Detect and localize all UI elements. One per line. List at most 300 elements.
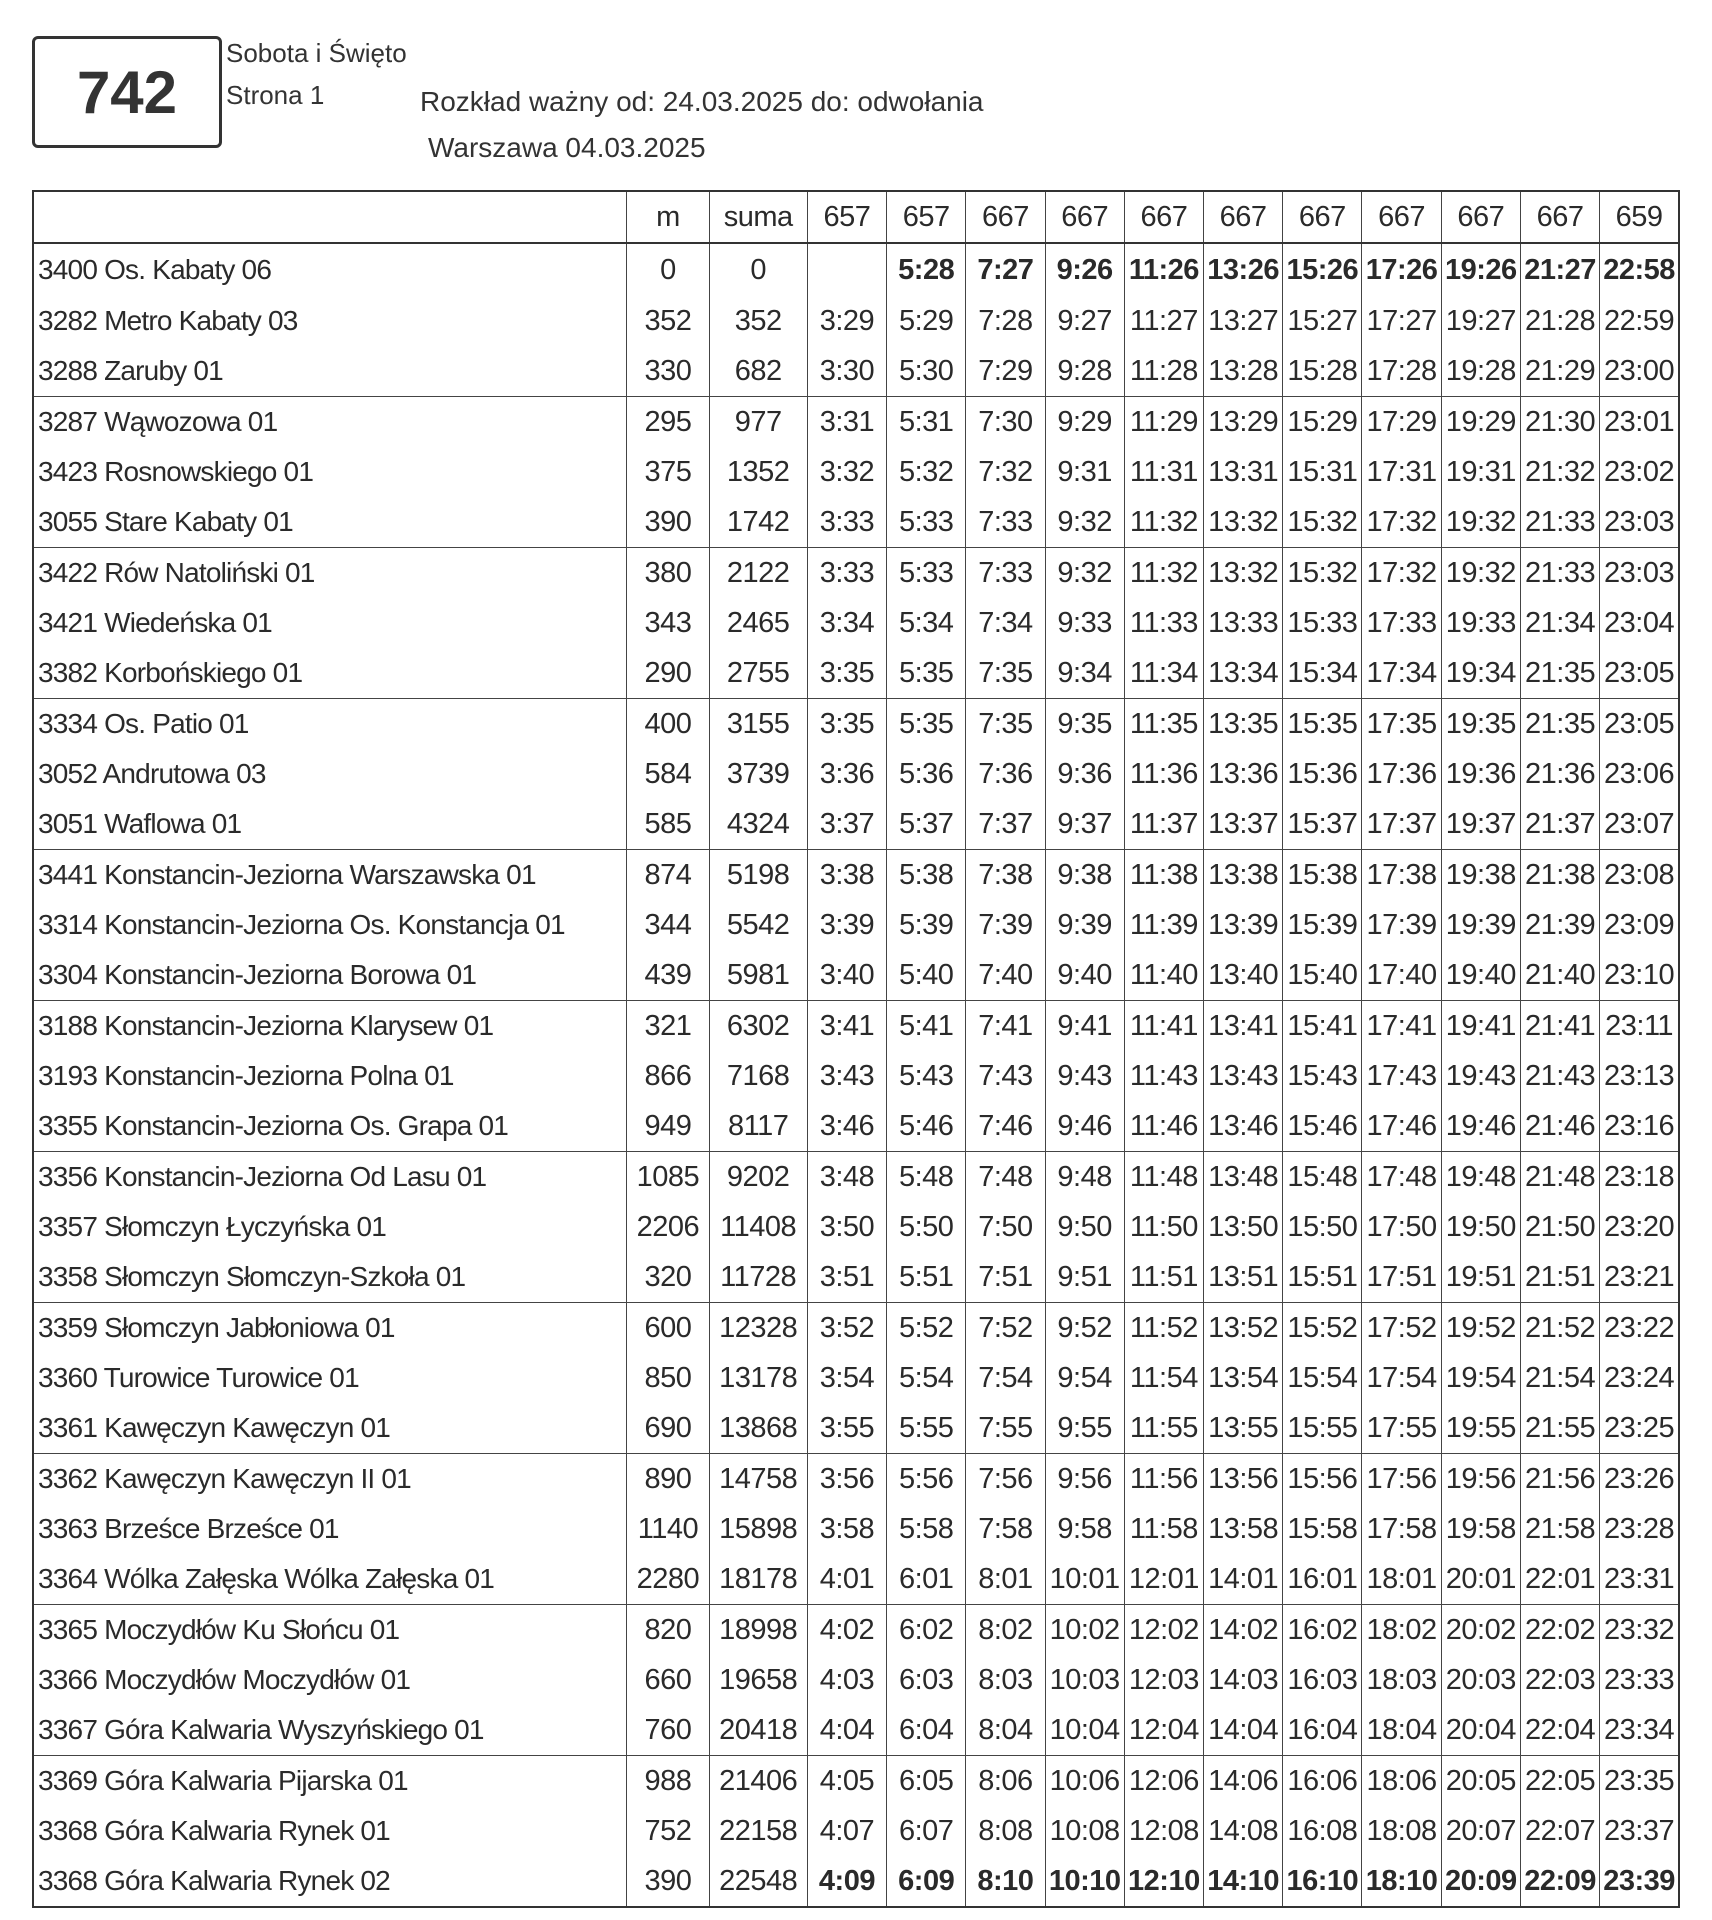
departure-time-cell: 6:04	[887, 1705, 966, 1756]
departure-time-cell: 9:54	[1045, 1353, 1124, 1403]
departure-time-cell: 13:52	[1204, 1303, 1283, 1354]
departure-time-cell: 15:35	[1283, 699, 1362, 750]
header-cell: 667	[966, 191, 1045, 243]
departure-time-cell: 16:06	[1283, 1756, 1362, 1807]
departure-time-cell: 19:35	[1441, 699, 1520, 750]
departure-time-cell: 23:09	[1600, 900, 1679, 950]
departure-time-cell: 7:39	[966, 900, 1045, 950]
stop-name-cell: 3052 Andrutowa 03	[33, 749, 627, 799]
departure-time-cell: 19:32	[1441, 548, 1520, 599]
departure-time-cell: 23:04	[1600, 598, 1679, 648]
stop-name-cell: 3382 Korbońskiego 01	[33, 648, 627, 699]
departure-time-cell	[807, 243, 886, 296]
departure-time-cell: 11:55	[1124, 1403, 1203, 1454]
departure-time-cell: 19:55	[1441, 1403, 1520, 1454]
departure-time-cell: 9:36	[1045, 749, 1124, 799]
cumulative-distance-cell: 13178	[709, 1353, 807, 1403]
departure-time-cell: 3:33	[807, 548, 886, 599]
departure-time-cell: 21:28	[1520, 296, 1599, 346]
header-cell: 667	[1124, 191, 1203, 243]
departure-time-cell: 19:41	[1441, 1001, 1520, 1052]
stop-name-cell: 3051 Waflowa 01	[33, 799, 627, 850]
departure-time-cell: 5:38	[887, 850, 966, 901]
departure-time-cell: 17:58	[1362, 1504, 1441, 1554]
departure-time-cell: 11:36	[1124, 749, 1203, 799]
cumulative-distance-cell: 2465	[709, 598, 807, 648]
departure-time-cell: 3:32	[807, 447, 886, 497]
departure-time-cell: 17:34	[1362, 648, 1441, 699]
departure-time-cell: 15:31	[1283, 447, 1362, 497]
departure-time-cell: 9:58	[1045, 1504, 1124, 1554]
departure-time-cell: 7:36	[966, 749, 1045, 799]
departure-time-cell: 10:10	[1045, 1856, 1124, 1907]
departure-time-cell: 11:52	[1124, 1303, 1203, 1354]
departure-time-cell: 23:31	[1600, 1554, 1679, 1605]
table-row	[33, 950, 1679, 1001]
departure-time-cell: 23:26	[1600, 1454, 1679, 1505]
departure-time-cell: 21:56	[1520, 1454, 1599, 1505]
departure-time-cell: 3:50	[807, 1202, 886, 1252]
table-row	[33, 749, 1679, 799]
table-row	[33, 1001, 1679, 1052]
departure-time-cell: 18:08	[1362, 1806, 1441, 1856]
departure-time-cell: 7:46	[966, 1101, 1045, 1152]
departure-time-cell: 12:08	[1124, 1806, 1203, 1856]
departure-time-cell: 16:01	[1283, 1554, 1362, 1605]
table-row	[33, 1705, 1679, 1756]
departure-time-cell: 21:58	[1520, 1504, 1599, 1554]
departure-time-cell: 3:36	[807, 749, 886, 799]
departure-time-cell: 9:38	[1045, 850, 1124, 901]
table-row	[33, 497, 1679, 548]
departure-time-cell: 11:40	[1124, 950, 1203, 1001]
departure-time-cell: 4:02	[807, 1605, 886, 1656]
cumulative-distance-cell: 18178	[709, 1554, 807, 1605]
issued-text: Warszawa 04.03.2025	[428, 132, 706, 163]
departure-time-cell: 10:08	[1045, 1806, 1124, 1856]
stop-name-cell: 3361 Kawęczyn Kawęczyn 01	[33, 1403, 627, 1454]
departure-time-cell: 8:03	[966, 1655, 1045, 1705]
departure-time-cell: 13:32	[1204, 548, 1283, 599]
distance-cell: 949	[627, 1101, 709, 1152]
cumulative-distance-cell: 14758	[709, 1454, 807, 1505]
departure-time-cell: 21:36	[1520, 749, 1599, 799]
departure-time-cell: 3:31	[807, 397, 886, 448]
departure-time-cell: 15:41	[1283, 1001, 1362, 1052]
departure-time-cell: 13:34	[1204, 648, 1283, 699]
departure-time-cell: 11:31	[1124, 447, 1203, 497]
departure-time-cell: 22:09	[1520, 1856, 1599, 1907]
departure-time-cell: 23:13	[1600, 1051, 1679, 1101]
departure-time-cell: 7:37	[966, 799, 1045, 850]
departure-time-cell: 9:35	[1045, 699, 1124, 750]
departure-time-cell: 14:06	[1204, 1756, 1283, 1807]
distance-cell: 890	[627, 1454, 709, 1505]
cumulative-distance-cell: 352	[709, 296, 807, 346]
departure-time-cell: 16:10	[1283, 1856, 1362, 1907]
departure-time-cell: 14:02	[1204, 1605, 1283, 1656]
departure-time-cell: 7:32	[966, 447, 1045, 497]
cumulative-distance-cell: 11408	[709, 1202, 807, 1252]
distance-cell: 320	[627, 1252, 709, 1303]
departure-time-cell: 23:33	[1600, 1655, 1679, 1705]
departure-time-cell: 11:39	[1124, 900, 1203, 950]
departure-time-cell: 7:35	[966, 699, 1045, 750]
departure-time-cell: 9:26	[1045, 243, 1124, 296]
departure-time-cell: 5:34	[887, 598, 966, 648]
table-row	[33, 1152, 1679, 1203]
departure-time-cell: 4:09	[807, 1856, 886, 1907]
departure-time-cell: 3:48	[807, 1152, 886, 1203]
departure-time-cell: 15:29	[1283, 397, 1362, 448]
departure-time-cell: 3:56	[807, 1454, 886, 1505]
distance-cell: 2280	[627, 1554, 709, 1605]
departure-time-cell: 6:05	[887, 1756, 966, 1807]
distance-cell: 344	[627, 900, 709, 950]
validity-text: Rozkład ważny od: 24.03.2025 do: odwołania	[420, 86, 984, 117]
departure-time-cell: 5:58	[887, 1504, 966, 1554]
departure-time-cell: 13:36	[1204, 749, 1283, 799]
header-cell-stop	[33, 191, 627, 243]
departure-time-cell: 15:37	[1283, 799, 1362, 850]
stop-name-cell: 3355 Konstancin-Jeziorna Os. Grapa 01	[33, 1101, 627, 1152]
table-row	[33, 1353, 1679, 1403]
departure-time-cell: 4:07	[807, 1806, 886, 1856]
header-cell: 667	[1362, 191, 1441, 243]
departure-time-cell: 17:46	[1362, 1101, 1441, 1152]
departure-time-cell: 21:51	[1520, 1252, 1599, 1303]
departure-time-cell: 23:03	[1600, 548, 1679, 599]
distance-cell: 874	[627, 850, 709, 901]
departure-time-cell: 23:24	[1600, 1353, 1679, 1403]
stop-name-cell: 3441 Konstancin-Jeziorna Warszawska 01	[33, 850, 627, 901]
departure-time-cell: 13:54	[1204, 1353, 1283, 1403]
cumulative-distance-cell: 12328	[709, 1303, 807, 1354]
departure-time-cell: 9:32	[1045, 497, 1124, 548]
distance-cell: 352	[627, 296, 709, 346]
departure-time-cell: 7:34	[966, 598, 1045, 648]
table-row	[33, 296, 1679, 346]
cumulative-distance-cell: 3739	[709, 749, 807, 799]
departure-time-cell: 18:04	[1362, 1705, 1441, 1756]
stop-name-cell: 3368 Góra Kalwaria Rynek 01	[33, 1806, 627, 1856]
stop-name-cell: 3282 Metro Kabaty 03	[33, 296, 627, 346]
departure-time-cell: 20:03	[1441, 1655, 1520, 1705]
cumulative-distance-cell: 22158	[709, 1806, 807, 1856]
cumulative-distance-cell: 18998	[709, 1605, 807, 1656]
departure-time-cell: 3:58	[807, 1504, 886, 1554]
distance-cell: 1140	[627, 1504, 709, 1554]
stop-name-cell: 3421 Wiedeńska 01	[33, 598, 627, 648]
departure-time-cell: 15:28	[1283, 346, 1362, 397]
distance-cell: 390	[627, 497, 709, 548]
stop-name-cell: 3362 Kawęczyn Kawęczyn II 01	[33, 1454, 627, 1505]
departure-time-cell: 3:34	[807, 598, 886, 648]
departure-time-cell: 23:16	[1600, 1101, 1679, 1152]
departure-time-cell: 21:43	[1520, 1051, 1599, 1101]
departure-time-cell: 11:48	[1124, 1152, 1203, 1203]
table-row	[33, 447, 1679, 497]
departure-time-cell: 11:29	[1124, 397, 1203, 448]
departure-time-cell: 13:46	[1204, 1101, 1283, 1152]
stop-name-cell: 3188 Konstancin-Jeziorna Klarysew 01	[33, 1001, 627, 1052]
departure-time-cell: 17:38	[1362, 850, 1441, 901]
departure-time-cell: 7:28	[966, 296, 1045, 346]
departure-time-cell: 11:32	[1124, 548, 1203, 599]
departure-time-cell: 8:06	[966, 1756, 1045, 1807]
departure-time-cell: 15:58	[1283, 1504, 1362, 1554]
departure-time-cell: 19:26	[1441, 243, 1520, 296]
departure-time-cell: 15:27	[1283, 296, 1362, 346]
departure-time-cell: 13:28	[1204, 346, 1283, 397]
departure-time-cell: 13:40	[1204, 950, 1283, 1001]
departure-time-cell: 9:33	[1045, 598, 1124, 648]
departure-time-cell: 7:48	[966, 1152, 1045, 1203]
departure-time-cell: 5:37	[887, 799, 966, 850]
departure-time-cell: 5:35	[887, 648, 966, 699]
departure-time-cell: 7:27	[966, 243, 1045, 296]
departure-time-cell: 16:04	[1283, 1705, 1362, 1756]
departure-time-cell: 15:33	[1283, 598, 1362, 648]
departure-time-cell: 15:39	[1283, 900, 1362, 950]
departure-time-cell: 11:41	[1124, 1001, 1203, 1052]
departure-time-cell: 6:07	[887, 1806, 966, 1856]
departure-time-cell: 21:39	[1520, 900, 1599, 950]
departure-time-cell: 23:10	[1600, 950, 1679, 1001]
departure-time-cell: 9:37	[1045, 799, 1124, 850]
departure-time-cell: 13:50	[1204, 1202, 1283, 1252]
departure-time-cell: 23:11	[1600, 1001, 1679, 1052]
departure-time-cell: 8:02	[966, 1605, 1045, 1656]
departure-time-cell: 23:39	[1600, 1856, 1679, 1907]
departure-time-cell: 23:06	[1600, 749, 1679, 799]
departure-time-cell: 22:59	[1600, 296, 1679, 346]
departure-time-cell: 19:46	[1441, 1101, 1520, 1152]
departure-time-cell: 20:07	[1441, 1806, 1520, 1856]
departure-time-cell: 17:37	[1362, 799, 1441, 850]
departure-time-cell: 12:03	[1124, 1655, 1203, 1705]
departure-time-cell: 21:29	[1520, 346, 1599, 397]
departure-time-cell: 17:55	[1362, 1403, 1441, 1454]
distance-cell: 988	[627, 1756, 709, 1807]
departure-time-cell: 22:07	[1520, 1806, 1599, 1856]
table-row	[33, 346, 1679, 397]
departure-time-cell: 20:01	[1441, 1554, 1520, 1605]
cumulative-distance-cell: 15898	[709, 1504, 807, 1554]
departure-time-cell: 17:50	[1362, 1202, 1441, 1252]
departure-time-cell: 5:55	[887, 1403, 966, 1454]
distance-cell: 439	[627, 950, 709, 1001]
departure-time-cell: 11:35	[1124, 699, 1203, 750]
page-label: Strona 1	[226, 80, 325, 110]
departure-time-cell: 3:35	[807, 699, 886, 750]
distance-cell: 2206	[627, 1202, 709, 1252]
distance-cell: 600	[627, 1303, 709, 1354]
departure-time-cell: 3:38	[807, 850, 886, 901]
departure-time-cell: 7:30	[966, 397, 1045, 448]
departure-time-cell: 11:51	[1124, 1252, 1203, 1303]
stop-name-cell: 3400 Os. Kabaty 06	[33, 243, 627, 296]
departure-time-cell: 11:28	[1124, 346, 1203, 397]
header-cell: 667	[1441, 191, 1520, 243]
cumulative-distance-cell: 9202	[709, 1152, 807, 1203]
table-row	[33, 548, 1679, 599]
distance-cell: 584	[627, 749, 709, 799]
distance-cell: 690	[627, 1403, 709, 1454]
departure-time-cell: 21:38	[1520, 850, 1599, 901]
departure-time-cell: 5:28	[887, 243, 966, 296]
distance-cell: 290	[627, 648, 709, 699]
departure-time-cell: 3:29	[807, 296, 886, 346]
cumulative-distance-cell: 8117	[709, 1101, 807, 1152]
departure-time-cell: 5:50	[887, 1202, 966, 1252]
distance-cell: 295	[627, 397, 709, 448]
departure-time-cell: 22:58	[1600, 243, 1679, 296]
departure-time-cell: 6:02	[887, 1605, 966, 1656]
departure-time-cell: 13:35	[1204, 699, 1283, 750]
table-row	[33, 598, 1679, 648]
departure-time-cell: 17:29	[1362, 397, 1441, 448]
departure-time-cell: 3:30	[807, 346, 886, 397]
cumulative-distance-cell: 3155	[709, 699, 807, 750]
table-row	[33, 1605, 1679, 1656]
route-number-box	[32, 36, 222, 148]
departure-time-cell: 21:37	[1520, 799, 1599, 850]
departure-time-cell: 3:51	[807, 1252, 886, 1303]
departure-time-cell: 23:34	[1600, 1705, 1679, 1756]
departure-time-cell: 7:35	[966, 648, 1045, 699]
stop-name-cell: 3314 Konstancin-Jeziorna Os. Konstancja 01	[33, 900, 627, 950]
departure-time-cell: 15:38	[1283, 850, 1362, 901]
departure-time-cell: 19:36	[1441, 749, 1520, 799]
departure-time-cell: 15:32	[1283, 548, 1362, 599]
stop-name-cell: 3363 Brześce Brześce 01	[33, 1504, 627, 1554]
departure-time-cell: 9:41	[1045, 1001, 1124, 1052]
departure-time-cell: 5:51	[887, 1252, 966, 1303]
departure-time-cell: 23:20	[1600, 1202, 1679, 1252]
table-row	[33, 850, 1679, 901]
departure-time-cell: 20:09	[1441, 1856, 1520, 1907]
departure-time-cell: 17:33	[1362, 598, 1441, 648]
departure-time-cell: 21:48	[1520, 1152, 1599, 1203]
departure-time-cell: 12:04	[1124, 1705, 1203, 1756]
departure-time-cell: 23:32	[1600, 1605, 1679, 1656]
stop-name-cell: 3287 Wąwozowa 01	[33, 397, 627, 448]
departure-time-cell: 9:39	[1045, 900, 1124, 950]
departure-time-cell: 19:56	[1441, 1454, 1520, 1505]
departure-time-cell: 5:52	[887, 1303, 966, 1354]
departure-time-cell: 23:25	[1600, 1403, 1679, 1454]
cumulative-distance-cell: 682	[709, 346, 807, 397]
departure-time-cell: 19:43	[1441, 1051, 1520, 1101]
timetable-body	[33, 243, 1679, 1907]
departure-time-cell: 19:39	[1441, 900, 1520, 950]
table-row	[33, 1051, 1679, 1101]
departure-time-cell: 17:48	[1362, 1152, 1441, 1203]
distance-cell: 375	[627, 447, 709, 497]
departure-time-cell: 15:52	[1283, 1303, 1362, 1354]
departure-time-cell: 12:10	[1124, 1856, 1203, 1907]
departure-time-cell: 11:38	[1124, 850, 1203, 901]
table-row	[33, 648, 1679, 699]
departure-time-cell: 11:56	[1124, 1454, 1203, 1505]
departure-time-cell: 22:02	[1520, 1605, 1599, 1656]
departure-time-cell: 19:58	[1441, 1504, 1520, 1554]
departure-time-cell: 9:32	[1045, 548, 1124, 599]
departure-time-cell: 5:46	[887, 1101, 966, 1152]
stop-name-cell: 3356 Konstancin-Jeziorna Od Lasu 01	[33, 1152, 627, 1203]
cumulative-distance-cell: 20418	[709, 1705, 807, 1756]
departure-time-cell: 10:01	[1045, 1554, 1124, 1605]
table-row	[33, 1806, 1679, 1856]
departure-time-cell: 21:27	[1520, 243, 1599, 296]
cumulative-distance-cell: 2755	[709, 648, 807, 699]
table-row	[33, 1101, 1679, 1152]
distance-cell: 752	[627, 1806, 709, 1856]
departure-time-cell: 13:55	[1204, 1403, 1283, 1454]
departure-time-cell: 21:33	[1520, 548, 1599, 599]
departure-time-cell: 17:32	[1362, 548, 1441, 599]
departure-time-cell: 17:52	[1362, 1303, 1441, 1354]
departure-time-cell: 11:43	[1124, 1051, 1203, 1101]
table-row	[33, 1856, 1679, 1907]
departure-time-cell: 11:32	[1124, 497, 1203, 548]
route-number: 742	[76, 58, 178, 126]
header-cell: 667	[1204, 191, 1283, 243]
distance-cell: 866	[627, 1051, 709, 1101]
departure-time-cell: 20:02	[1441, 1605, 1520, 1656]
distance-cell: 390	[627, 1856, 709, 1907]
departure-time-cell: 21:54	[1520, 1353, 1599, 1403]
cumulative-distance-cell: 11728	[709, 1252, 807, 1303]
cumulative-distance-cell: 7168	[709, 1051, 807, 1101]
table-row	[33, 1756, 1679, 1807]
departure-time-cell: 7:54	[966, 1353, 1045, 1403]
cumulative-distance-cell: 1352	[709, 447, 807, 497]
stop-name-cell: 3055 Stare Kabaty 01	[33, 497, 627, 548]
departure-time-cell: 15:48	[1283, 1152, 1362, 1203]
table-row	[33, 900, 1679, 950]
departure-time-cell: 15:43	[1283, 1051, 1362, 1101]
departure-time-cell: 11:50	[1124, 1202, 1203, 1252]
departure-time-cell: 23:21	[1600, 1252, 1679, 1303]
table-row	[33, 1202, 1679, 1252]
departure-time-cell: 7:41	[966, 1001, 1045, 1052]
table-row	[33, 1303, 1679, 1354]
departure-time-cell: 11:37	[1124, 799, 1203, 850]
departure-time-cell: 7:56	[966, 1454, 1045, 1505]
stop-name-cell: 3366 Moczydłów Moczydłów 01	[33, 1655, 627, 1705]
departure-time-cell: 21:35	[1520, 699, 1599, 750]
departure-time-cell: 7:33	[966, 548, 1045, 599]
departure-time-cell: 9:52	[1045, 1303, 1124, 1354]
stop-name-cell: 3304 Konstancin-Jeziorna Borowa 01	[33, 950, 627, 1001]
departure-time-cell: 9:56	[1045, 1454, 1124, 1505]
cumulative-distance-cell: 0	[709, 243, 807, 296]
departure-time-cell: 5:56	[887, 1454, 966, 1505]
departure-time-cell: 17:31	[1362, 447, 1441, 497]
departure-time-cell: 5:48	[887, 1152, 966, 1203]
departure-time-cell: 10:03	[1045, 1655, 1124, 1705]
departure-time-cell: 17:40	[1362, 950, 1441, 1001]
departure-time-cell: 3:43	[807, 1051, 886, 1101]
departure-time-cell: 11:58	[1124, 1504, 1203, 1554]
departure-time-cell: 14:08	[1204, 1806, 1283, 1856]
cumulative-distance-cell: 5198	[709, 850, 807, 901]
departure-time-cell: 17:27	[1362, 296, 1441, 346]
departure-time-cell: 19:29	[1441, 397, 1520, 448]
departure-time-cell: 17:26	[1362, 243, 1441, 296]
